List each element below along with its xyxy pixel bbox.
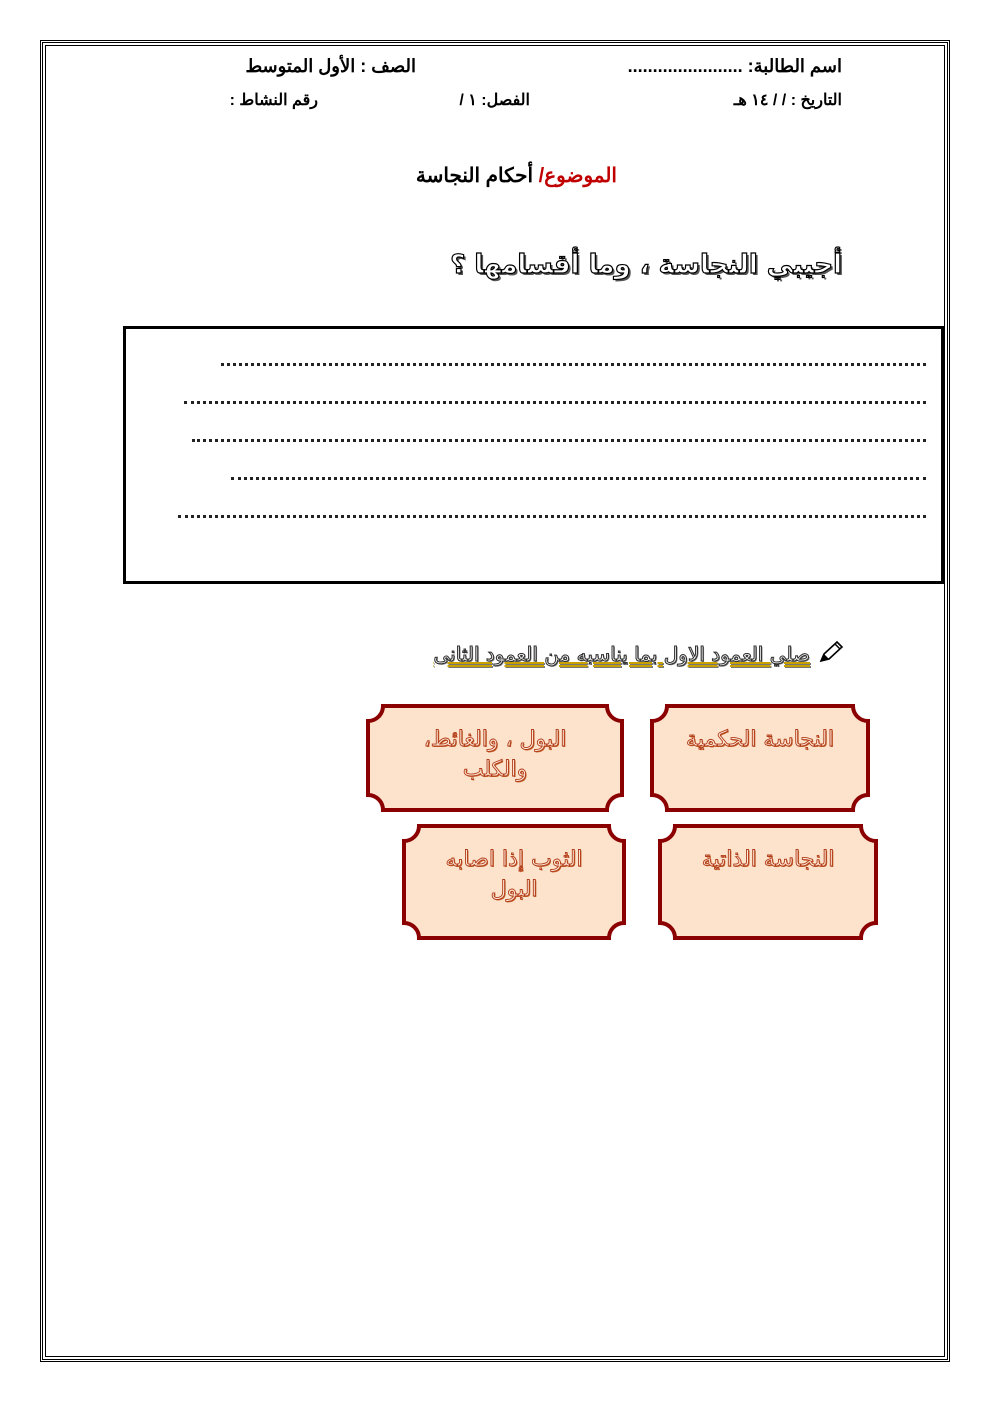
activity-number-label: رقم النشاط :: [229, 92, 318, 109]
match-card-column-two[interactable]: [401, 823, 627, 941]
date-label: التاريخ : / / ١٤ هـ: [733, 92, 842, 109]
matching-instruction-row: [433, 640, 844, 668]
student-name-label: اسم الطالبة: .......................: [627, 56, 842, 76]
semester-label: الفصل: ١ /: [459, 92, 530, 109]
topic-heading: [416, 163, 617, 188]
page-border: [40, 40, 950, 1362]
match-card-text: البول ، والغائط، والكلب: [423, 727, 567, 782]
topic-label: الموضوع/: [538, 165, 617, 187]
match-card-text: الثوب إذا اصابه البول: [445, 847, 583, 902]
match-card-text: النجاسة الحكمية: [686, 727, 834, 752]
answer-line[interactable]: [221, 363, 926, 366]
question-text: أجيبي النجاسة ، وما أقسامها ؟: [450, 250, 842, 280]
match-card-column-one[interactable]: [649, 703, 871, 813]
pencil-icon: [818, 640, 844, 668]
answer-line[interactable]: [184, 401, 926, 404]
match-card-column-two[interactable]: [365, 703, 625, 813]
topic-title: أحكام النجاسة: [415, 165, 534, 187]
answer-box[interactable]: [123, 326, 944, 584]
match-card-column-one[interactable]: [657, 823, 879, 941]
answer-line[interactable]: [178, 515, 926, 518]
answer-line[interactable]: [231, 477, 926, 480]
grade-label: الصف : الأول المتوسط: [245, 56, 416, 76]
answer-line[interactable]: [192, 439, 926, 442]
matching-instruction: صلي العمود الاول بما يناسبه من العمود الثانى: [433, 642, 810, 666]
match-card-text: النجاسة الذاتية: [701, 847, 835, 872]
